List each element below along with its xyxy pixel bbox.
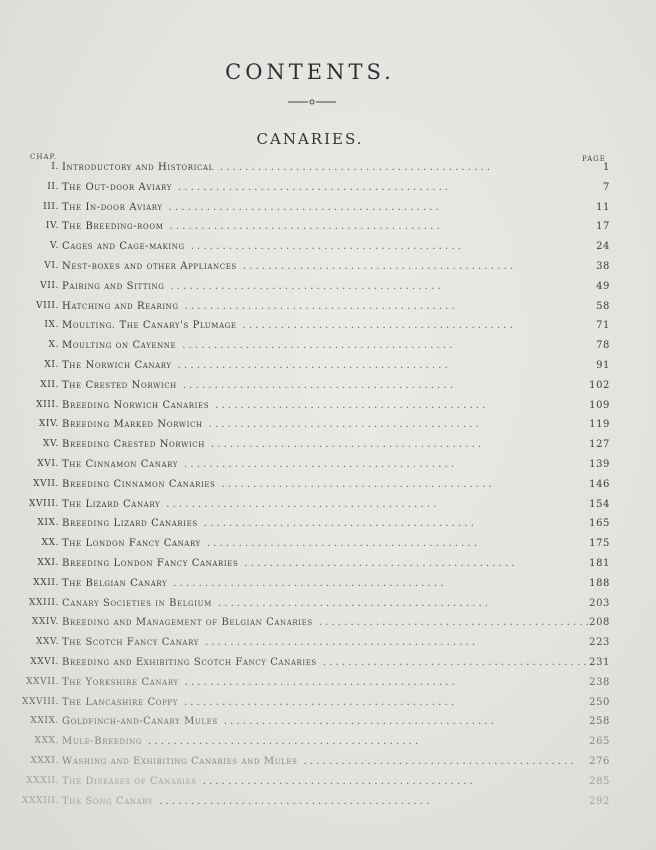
leader-dots: . . . . . . . . . . . . . . . . . . . . . . . . . . . . . . . . . . . . . . . . . . . bbox=[322, 657, 594, 668]
chapter-title: Hatching and Rearing bbox=[62, 300, 179, 312]
page-number: 203 bbox=[589, 597, 610, 609]
chapter-number: XXXIII. bbox=[22, 795, 59, 806]
toc-entry bbox=[0, 479, 656, 495]
chapter-title: Breeding Lizard Canaries bbox=[62, 518, 198, 530]
chapter-number: IV. bbox=[45, 221, 59, 232]
chapter-number: XV. bbox=[43, 439, 59, 450]
page-number: 139 bbox=[589, 459, 610, 470]
leader-dots: . . . . . . . . . . . . . . . . . . . . . . . . . . . . . . . . . . . . . . . . . . . bbox=[177, 181, 449, 193]
leader-dots: . . . . . . . . . . . . . . . . . . . . . . . . . . . . . . . . . . . . . . . . . . . bbox=[208, 419, 479, 431]
page-number: 71 bbox=[596, 320, 610, 332]
chapter-number: XXX. bbox=[34, 736, 59, 747]
toc-entry bbox=[0, 736, 656, 752]
chapter-title: The Scotch Fancy Canary bbox=[62, 637, 199, 649]
page-number: 1 bbox=[603, 162, 610, 173]
page-number: 7 bbox=[603, 181, 610, 193]
toc-entry bbox=[0, 459, 656, 475]
chapter-number: XXIX. bbox=[30, 716, 59, 727]
toc-entry bbox=[0, 182, 656, 198]
ornament-divider-icon bbox=[288, 97, 336, 107]
chapter-title: The Belgian Canary bbox=[62, 577, 168, 589]
leader-dots: . . . . . . . . . . . . . . . . . . . . . . . . . . . . . . . . . . . . . . . . . . . bbox=[244, 558, 515, 569]
chapter-title: Moulting on Cayenne bbox=[62, 340, 177, 352]
chapter-number: XXVI. bbox=[30, 657, 59, 667]
chapter-number: IX. bbox=[44, 320, 59, 331]
chapter-title: Breeding and Management of Belgian Canaries bbox=[62, 617, 313, 629]
page-number: 208 bbox=[589, 617, 610, 629]
chapter-number: XIV. bbox=[38, 419, 59, 430]
chapter-number: VI. bbox=[44, 261, 59, 271]
toc-entry bbox=[0, 301, 656, 317]
page-number: 258 bbox=[589, 716, 610, 728]
toc-entry bbox=[0, 162, 656, 178]
toc-entry bbox=[0, 439, 656, 455]
page-number: 119 bbox=[589, 419, 610, 431]
page-number: 38 bbox=[596, 261, 610, 272]
leader-dots: . . . . . . . . . . . . . . . . . . . . . . . . . . . . . . . . . . . . . . . . . . . bbox=[190, 241, 461, 253]
page-number: 146 bbox=[589, 478, 610, 490]
page-number: 285 bbox=[589, 775, 610, 787]
chapter-title: Breeding London Fancy Canaries bbox=[62, 558, 239, 569]
chapter-title: Breeding Crested Norwich bbox=[62, 439, 205, 451]
leader-dots: . . . . . . . . . . . . . . . . . . . . . . . . . . . . . . . . . . . . . . . . . . . bbox=[166, 498, 437, 510]
page-number: 165 bbox=[589, 518, 610, 530]
toc-entry bbox=[0, 677, 656, 693]
toc-entry bbox=[0, 716, 656, 732]
toc-entry bbox=[0, 360, 656, 376]
chapter-title: Mule-Breeding bbox=[62, 736, 143, 748]
page-title: CONTENTS. bbox=[225, 60, 395, 84]
chapter-title: Breeding Marked Norwich bbox=[62, 419, 203, 431]
toc-entry bbox=[0, 776, 656, 792]
chapter-number: XII. bbox=[40, 379, 59, 390]
toc-entry bbox=[0, 499, 656, 515]
leader-dots: . . . . . . . . . . . . . . . . . . . . . . . . . . . . . . . . . . . . . . . . . . . bbox=[183, 459, 455, 470]
page-number: 102 bbox=[589, 379, 610, 391]
leader-dots: . . . . . . . . . . . . . . . . . . . . . . . . . . . . . . . . . . . . . . . . . . . bbox=[169, 221, 440, 233]
leader-dots: . . . . . . . . . . . . . . . . . . . . . . . . . . . . . . . . . . . . . . . . . . . bbox=[170, 280, 441, 292]
chapter-number: XXVIII. bbox=[21, 696, 59, 707]
toc-entry bbox=[0, 657, 656, 673]
toc-entry bbox=[0, 598, 656, 614]
chapter-number: XVII. bbox=[33, 478, 59, 489]
toc-entry bbox=[0, 796, 656, 812]
chapter-title: The London Fancy Canary bbox=[62, 538, 201, 550]
chapter-number: VIII. bbox=[35, 300, 59, 311]
chapter-number: V. bbox=[50, 241, 59, 252]
toc-entry bbox=[0, 756, 656, 772]
leader-dots: . . . . . . . . . . . . . . . . . . . . . . . . . . . . . . . . . . . . . . . . . . . bbox=[202, 775, 473, 787]
chapter-title: Breeding and Exhibiting Scotch Fancy Canaries bbox=[62, 657, 317, 668]
chapter-title: Moulting. The Canary's Plumage bbox=[62, 320, 237, 332]
toc-entry bbox=[0, 697, 656, 713]
page-number: 231 bbox=[589, 657, 610, 668]
chapter-number: VII. bbox=[40, 280, 59, 291]
toc-entry bbox=[0, 380, 656, 396]
leader-dots: . . . . . . . . . . . . . . . . . . . . . . . . . . . . . . . . . . . . . . . . . . . bbox=[204, 637, 476, 649]
chapter-title: The Lancashire Coppy bbox=[62, 696, 178, 708]
chapter-number: XIX. bbox=[37, 518, 59, 529]
leader-dots: . . . . . . . . . . . . . . . . . . . . . . . . . . . . . . . . . . . . . . . . . . . bbox=[159, 795, 430, 807]
chapter-number: III. bbox=[43, 201, 59, 212]
leader-dots: . . . . . . . . . . . . . . . . . . . . . . . . . . . . . . . . . . . . . . . . . . . bbox=[203, 518, 474, 530]
page-number: 175 bbox=[589, 538, 610, 550]
toc-entry bbox=[0, 419, 656, 435]
page-number: 265 bbox=[589, 736, 610, 748]
page-number: 49 bbox=[596, 280, 610, 292]
page-column-label: PAGE bbox=[582, 155, 606, 163]
chapter-title: The Breeding-room bbox=[62, 221, 164, 233]
toc-entry bbox=[0, 241, 656, 257]
chapter-number: X. bbox=[48, 340, 59, 351]
chapter-title: The In-door Aviary bbox=[62, 201, 163, 213]
chapter-title: Breeding Cinnamon Canaries bbox=[62, 478, 216, 490]
chapter-number: XI. bbox=[44, 360, 59, 370]
chapter-title: The Diseases of Canaries bbox=[62, 775, 197, 787]
chapter-number: XXV. bbox=[35, 637, 59, 648]
page-number: 276 bbox=[589, 756, 610, 767]
page-number: 24 bbox=[596, 241, 610, 253]
toc-entry bbox=[0, 202, 656, 218]
leader-dots: . . . . . . . . . . . . . . . . . . . . . . . . . . . . . . . . . . . . . . . . . . . bbox=[182, 340, 453, 352]
leader-dots: . . . . . . . . . . . . . . . . . . . . . . . . . . . . . . . . . . . . . . . . . . . bbox=[219, 162, 491, 173]
page-number: 78 bbox=[596, 340, 610, 352]
leader-dots: . . . . . . . . . . . . . . . . . . . . . . . . . . . . . . . . . . . . . . . . . . . bbox=[217, 597, 489, 609]
chapter-title: The Cinnamon Canary bbox=[62, 459, 178, 470]
chapter-title: The Crested Norwich bbox=[62, 379, 177, 391]
page-number: 58 bbox=[596, 300, 610, 312]
chapter-title: Breeding Norwich Canaries bbox=[62, 399, 210, 411]
leader-dots: . . . . . . . . . . . . . . . . . . . . . . . . . . . . . . . . . . . . . . . . . . . bbox=[182, 379, 454, 391]
leader-dots: . . . . . . . . . . . . . . . . . . . . . . . . . . . . . . . . . . . . . . . . . . . bbox=[148, 736, 419, 748]
chapter-title: The Norwich Canary bbox=[62, 360, 172, 371]
page-number: 181 bbox=[589, 558, 610, 569]
leader-dots: . . . . . . . . . . . . . . . . . . . . . . . . . . . . . . . . . . . . . . . . . . . bbox=[242, 261, 514, 272]
leader-dots: . . . . . . . . . . . . . . . . . . . . . . . . . . . . . . . . . . . . . . . . . . . bbox=[206, 538, 478, 550]
toc-entry bbox=[0, 637, 656, 653]
chapter-number: XX. bbox=[41, 538, 59, 549]
chapter-number: XXIII. bbox=[29, 597, 59, 608]
chapter-title: The Lizard Canary bbox=[62, 498, 161, 510]
page-number: 11 bbox=[596, 201, 610, 213]
toc-entry bbox=[0, 340, 656, 356]
leader-dots: . . . . . . . . . . . . . . . . . . . . . . . . . . . . . . . . . . . . . . . . . . . bbox=[184, 676, 455, 688]
chapter-number: XXXI. bbox=[30, 756, 59, 766]
chapter-title: Introductory and Historical bbox=[62, 162, 214, 173]
page-number: 154 bbox=[589, 498, 610, 510]
toc-entry bbox=[0, 261, 656, 277]
page-number: 91 bbox=[596, 360, 610, 371]
toc-entry bbox=[0, 538, 656, 554]
leader-dots: . . . . . . . . . . . . . . . . . . . . . . . . . . . . . . . . . . . . . . . . . . . bbox=[221, 478, 492, 490]
chapter-number: XVIII. bbox=[28, 498, 59, 509]
chapter-title: Cages and Cage-making bbox=[62, 241, 185, 253]
page-number: 238 bbox=[589, 676, 610, 688]
chapter-title: The Song Canary bbox=[62, 795, 154, 807]
toc-entry bbox=[0, 558, 656, 574]
chapter-title: Pairing and Sitting bbox=[62, 280, 165, 292]
toc-entry bbox=[0, 617, 656, 633]
page-number: 127 bbox=[589, 439, 610, 451]
chapter-number: XXXII. bbox=[26, 775, 59, 786]
leader-dots: . . . . . . . . . . . . . . . . . . . . . . . . . . . . . . . . . . . . . . . . . . . bbox=[318, 617, 589, 629]
chapter-title: Nest-boxes and other Appliances bbox=[62, 261, 237, 272]
leader-dots: . . . . . . . . . . . . . . . . . . . . . . . . . . . . . . . . . . . . . . . . . . . bbox=[177, 360, 448, 371]
chapter-title: Washing and Exhibiting Canaries and Mules bbox=[62, 756, 298, 767]
page-number: 188 bbox=[589, 577, 610, 589]
leader-dots: . . . . . . . . . . . . . . . . . . . . . . . . . . . . . . . . . . . . . . . . . . . bbox=[303, 756, 574, 767]
chapter-number: XXII. bbox=[33, 577, 59, 588]
leader-dots: . . . . . . . . . . . . . . . . . . . . . . . . . . . . . . . . . . . . . . . . . . . bbox=[184, 300, 455, 312]
page-number: 17 bbox=[596, 221, 610, 233]
leader-dots: . . . . . . . . . . . . . . . . . . . . . . . . . . . . . . . . . . . . . . . . . . . bbox=[183, 696, 455, 708]
leader-dots: . . . . . . . . . . . . . . . . . . . . . . . . . . . . . . . . . . . . . . . . . . . bbox=[210, 439, 482, 451]
chapter-number: XXI. bbox=[37, 558, 59, 568]
chapter-title: Goldfinch-and-Canary Mules bbox=[62, 716, 218, 728]
section-title: CANARIES. bbox=[256, 130, 364, 148]
chapter-number: XXIV. bbox=[31, 617, 59, 628]
chapter-number: XVI. bbox=[37, 459, 59, 469]
chapter-number: I. bbox=[51, 162, 59, 172]
toc-entry bbox=[0, 281, 656, 297]
leader-dots: . . . . . . . . . . . . . . . . . . . . . . . . . . . . . . . . . . . . . . . . . . . bbox=[168, 201, 439, 213]
toc-entry bbox=[0, 400, 656, 416]
page-number: 109 bbox=[589, 399, 610, 411]
leader-dots: . . . . . . . . . . . . . . . . . . . . . . . . . . . . . . . . . . . . . . . . . . . bbox=[242, 320, 513, 332]
page-number: 223 bbox=[589, 637, 610, 649]
page-number: 292 bbox=[589, 795, 610, 807]
chapter-column-label: CHAP. bbox=[30, 153, 58, 161]
leader-dots: . . . . . . . . . . . . . . . . . . . . . . . . . . . . . . . . . . . . . . . . . . . bbox=[215, 399, 486, 411]
toc-entry bbox=[0, 320, 656, 336]
toc-entry bbox=[0, 518, 656, 534]
chapter-title: The Yorkshire Canary bbox=[62, 676, 179, 688]
leader-dots: . . . . . . . . . . . . . . . . . . . . . . . . . . . . . . . . . . . . . . . . . . . bbox=[173, 577, 444, 589]
page-number: 250 bbox=[589, 696, 610, 708]
chapter-number: XXVII. bbox=[26, 676, 59, 687]
toc-entry bbox=[0, 578, 656, 594]
toc-entry bbox=[0, 221, 656, 237]
chapter-title: Canary Societies in Belgium bbox=[62, 597, 212, 609]
chapter-title: The Out-door Aviary bbox=[62, 181, 172, 193]
leader-dots: . . . . . . . . . . . . . . . . . . . . . . . . . . . . . . . . . . . . . . . . . . . bbox=[223, 716, 494, 728]
chapter-number: XIII. bbox=[36, 399, 59, 410]
chapter-number: II. bbox=[47, 181, 59, 192]
